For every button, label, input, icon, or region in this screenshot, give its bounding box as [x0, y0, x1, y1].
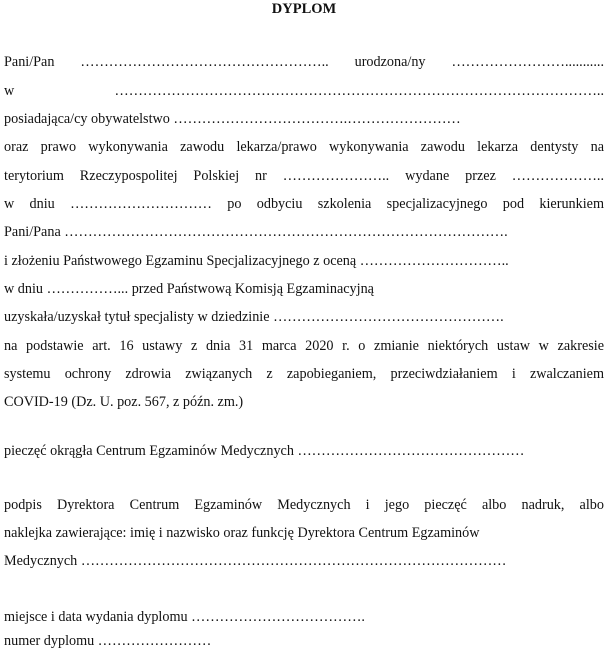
citizenship-line: posiadająca/cy obywatelstwo ……………………………….……………………: [4, 111, 461, 127]
training-date-line: w dniu ………………………… po odbyciu szkolenia specjalizacyjnego pod kierunkiem: [4, 196, 604, 212]
supervisor-line: Pani/Pana ………………………………………………………………………………….: [4, 224, 508, 240]
exam-date-line: w dniu ……………... przed Państwową Komisją Egzaminacyjną: [4, 281, 374, 297]
signature-line-3: Medycznych ………………………………………………………………………………: [4, 553, 507, 569]
birthplace-line: w …………………………………………………………………………………………..: [4, 83, 604, 99]
legal-basis-line-2: systemu ochrony zdrowia związanych z zapobieganiem, przeciwdziałaniem i zwalczaniem: [4, 366, 604, 382]
signature-line-1: podpis Dyrektora Centrum Egzaminów Medycznych i jego pieczęć albo nadruk, albo: [4, 497, 604, 513]
holder-name-line: Pani/Pan …………………………………………….. urodzona/ny ……………………...........: [4, 54, 604, 70]
legal-basis-line-1: na podstawie art. 16 ustawy z dnia 31 marca 2020 r. o zmianie niektórych ustaw w zakresie: [4, 338, 604, 354]
diploma-number-line: numer dyplomu ……………………: [4, 633, 212, 649]
signature-line-2: naklejka zawierające: imię i nazwisko oraz funkcję Dyrektora Centrum Egzaminów: [4, 525, 480, 541]
exam-grade-line: i złożeniu Państwowego Egzaminu Specjalizacyjnego z oceną …………………………..: [4, 253, 509, 269]
stamp-line: pieczęć okrągła Centrum Egzaminów Medycznych …………………………………………: [4, 443, 525, 459]
specialty-line: uzyskała/uzyskał tytuł specjalisty w dziedzinie ………………………………………….: [4, 309, 504, 325]
issue-place-date-line: miejsce i data wydania dyplomu ……………………………….: [4, 609, 365, 625]
license-line-2: terytorium Rzeczypospolitej Polskiej nr ………………….. wydane przez ………………..: [4, 168, 604, 184]
document-title: DYPLOM: [271, 1, 337, 17]
license-line-1: oraz prawo wykonywania zawodu lekarza/prawo wykonywania zawodu lekarza dentysty na: [4, 139, 604, 155]
legal-basis-line-3: COVID-19 (Dz. U. poz. 567, z późn. zm.): [4, 394, 244, 410]
